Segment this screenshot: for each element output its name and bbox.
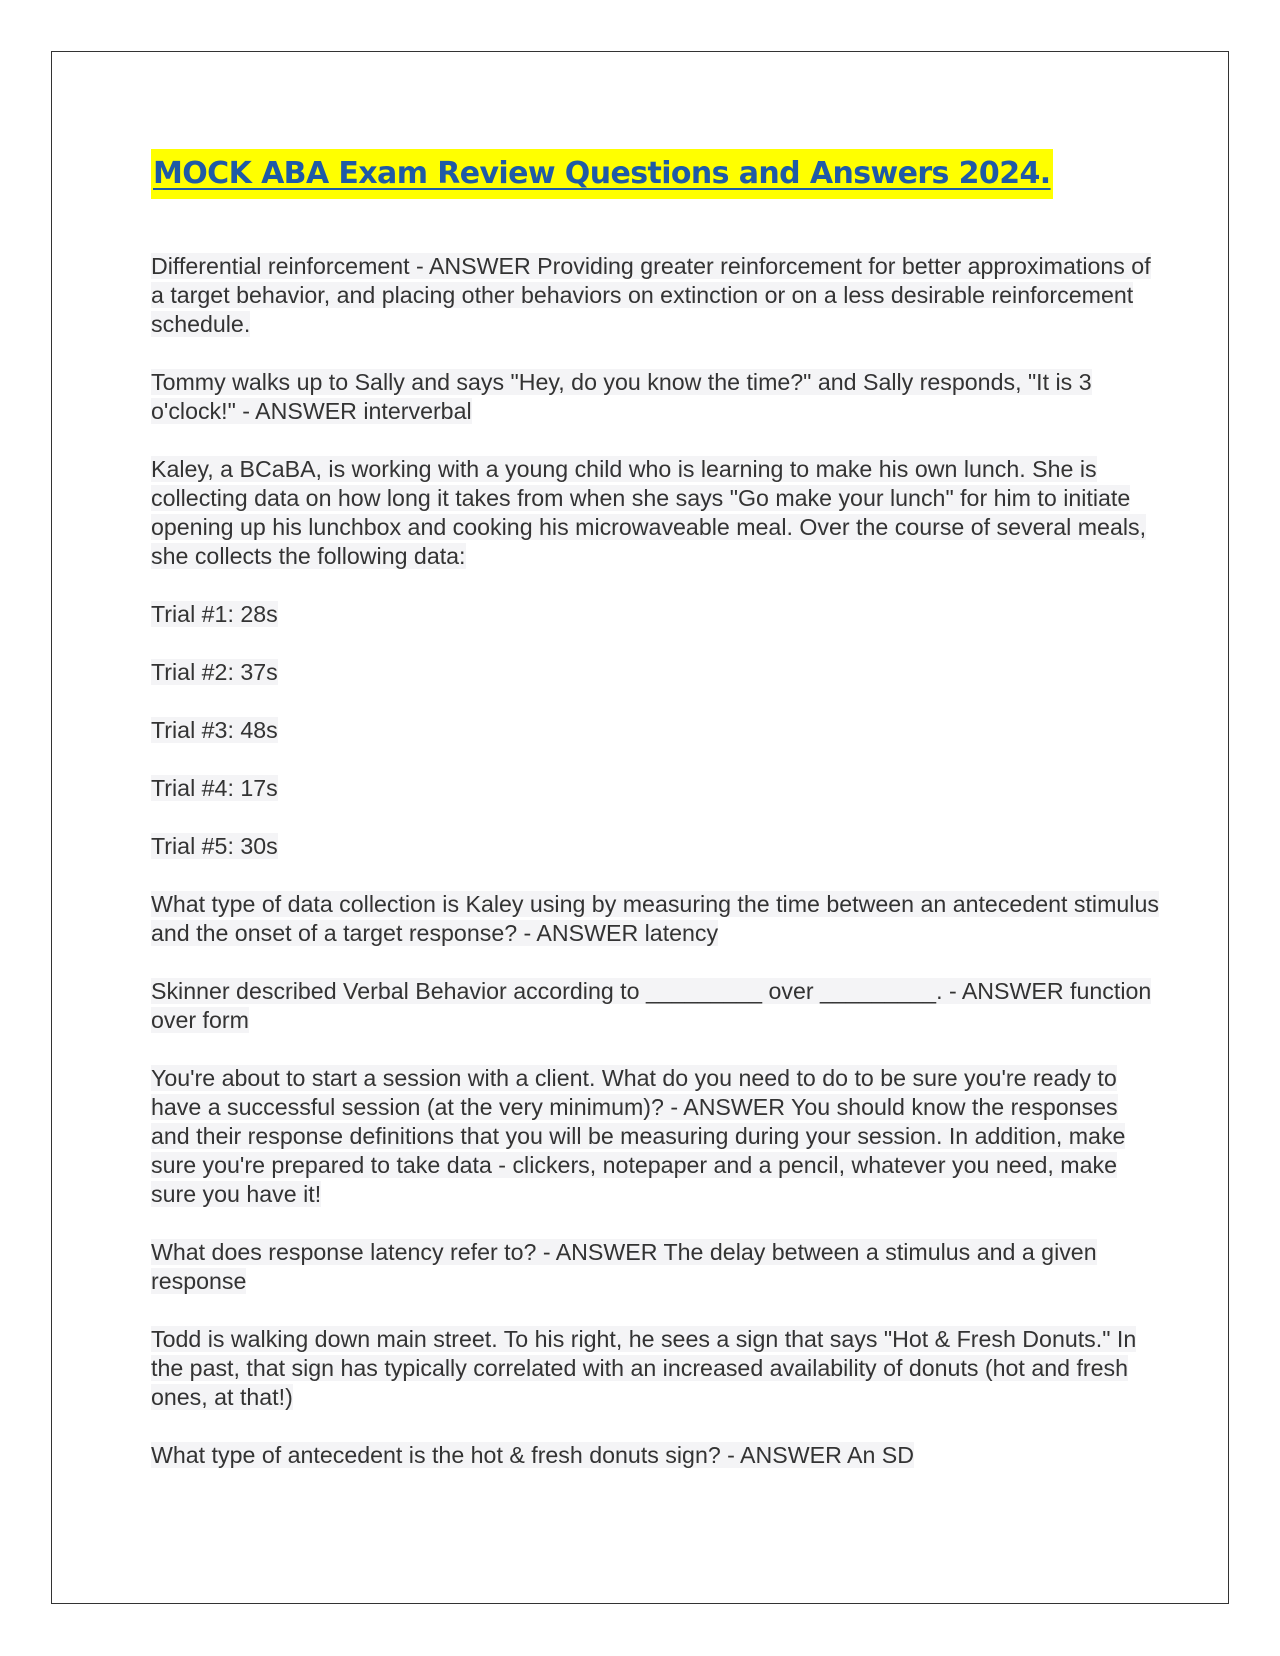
- trial-item-4: Trial #4: 17s: [151, 775, 278, 801]
- trial-item-2: Trial #2: 37s: [151, 659, 278, 685]
- paragraph-latency-question: What type of data collection is Kaley using by measuring the time between an antecedent stimulus and the onset of a target response? - ANSWER latency: [151, 891, 1159, 946]
- paragraph-differential-reinforcement: Differential reinforcement - ANSWER Providing greater reinforcement for better approximations of a target behavior, and placing other behaviors on extinction or on a less desirable reinforcement schedule.: [151, 253, 1151, 337]
- paragraph-interverbal: Tommy walks up to Sally and says "Hey, do you know the time?" and Sally responds, "It is 3 o'clock!" - ANSWER interverbal: [151, 369, 1092, 424]
- paragraph-kaley-scenario: Kaley, a BCaBA, is working with a young child who is learning to make his own lunch. She is collecting data on how long it takes from when she says "Go make your lunch" for him to initiate opening up his lunchbox and cooking his microwaveable meal. Over the course of several meals, she collects the following data:: [151, 456, 1147, 569]
- trial-item-5: Trial #5: 30s: [151, 833, 278, 859]
- document-body: [151, 252, 1161, 1499]
- paragraph-session-question: You're about to start a session with a client. What do you need to do to be sure you're ready to have a successful session (at the very minimum)? - ANSWER You should know the responses and their response definitions that you will be measuring during your session. In addition, make sure you're prepared to take data - clickers, notepaper and a pencil, whatever you need, make sure you have it!: [151, 1065, 1126, 1207]
- trial-item-3: Trial #3: 48s: [151, 717, 278, 743]
- paragraph-todd-scenario: Todd is walking down main street. To his right, he sees a sign that says "Hot & Fresh Donuts." In the past, that sign has typically correlated with an increased availability of donuts (hot and fresh ones, at that!): [151, 1326, 1137, 1410]
- document-title: MOCK ABA Exam Review Questions and Answers 2024.: [151, 149, 1053, 199]
- paragraph-skinner-question: Skinner described Verbal Behavior according to _________ over _________. - ANSWER function over form: [151, 978, 1152, 1033]
- paragraph-response-latency: What does response latency refer to? - ANSWER The delay between a stimulus and a given response: [151, 1239, 1097, 1294]
- document-page: [51, 51, 1229, 1604]
- paragraph-antecedent-question: What type of antecedent is the hot & fresh donuts sign? - ANSWER An SD: [151, 1442, 915, 1468]
- trial-item-1: Trial #1: 28s: [151, 601, 278, 627]
